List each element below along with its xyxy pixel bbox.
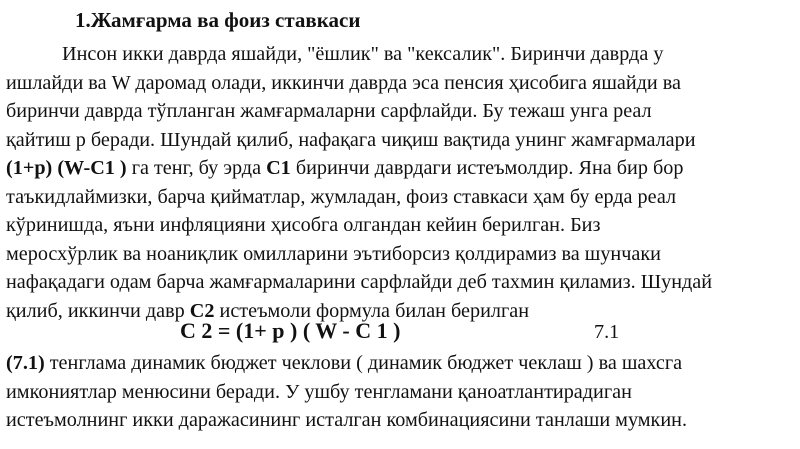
budget-constraint-formula: C 2 = (1+ p ) ( W - C 1 ) xyxy=(180,318,401,343)
text-line: Инсон икки даврда яшайди, "ёшлик" ва "кексалик". Биринчи даврда у xyxy=(62,43,664,65)
text-fragment: истеъмоли формула билан берилган xyxy=(214,299,530,322)
variable-c1: C1 xyxy=(266,157,291,179)
paragraph-intro xyxy=(6,40,796,325)
variable-c2: C2 xyxy=(189,299,215,322)
text-line: имкониятлар менюсини беради. У ушбу тенгламани қаноатлантирадиган xyxy=(6,380,632,403)
text-line xyxy=(6,154,796,183)
paragraph-explanation xyxy=(6,349,796,435)
text-line: меросхўрлик ва ноаниқлик омилларини эътиборсиз қолдирамиз ва шунчаки xyxy=(6,242,661,265)
text-fragment: га тенг, бу эрда xyxy=(126,157,267,179)
section-heading: 1.Жамғарма ва фоиз ставкаси xyxy=(75,8,361,32)
text-line: биринчи даврда тўпланган жамғармаларни сарфлайди. Бу тежаш унга реал xyxy=(6,100,652,122)
text-line: ишлайди ва W даромад олади, иккинчи даврда эса пенсия ҳисобига яшайди ва xyxy=(6,71,681,94)
text-fragment: қилиб, иккинчи давр xyxy=(6,299,190,322)
text-line xyxy=(6,349,796,378)
text-line: истеъмолнинг икки даражасининг исталган комбинациясини танлаши мумкин. xyxy=(6,409,688,431)
text-fragment: тенглама динамик бюджет чеклови ( динамик бюджет чеклаш ) ва шахсга xyxy=(44,352,683,374)
equation-row xyxy=(0,316,800,346)
text-fragment: биринчи даврдаги истеъмолдир. Яна бир бор xyxy=(290,157,684,179)
text-line: таъкидлаймизки, барча қийматлар, жумладан, фоиз ставкаси ҳам бу ерда реал xyxy=(6,185,677,208)
text-line: нафақадаги одам барча жамғармаларини сарфлайди деб тахмин қиламиз. Шундай xyxy=(6,271,713,293)
text-line: кўринишда, яъни инфляцияни ҳисобга олгандан кейин берилган. Биз xyxy=(6,214,601,236)
equation-number: 7.1 xyxy=(594,321,620,343)
text-line: қайтиш p беради. Шундай қилиб, нафақага чиқиш вақтида унинг жамғармалари xyxy=(6,128,696,151)
savings-expression: (1+p) (W-C1 ) xyxy=(6,157,127,179)
equation-reference: (7.1) xyxy=(6,352,45,374)
